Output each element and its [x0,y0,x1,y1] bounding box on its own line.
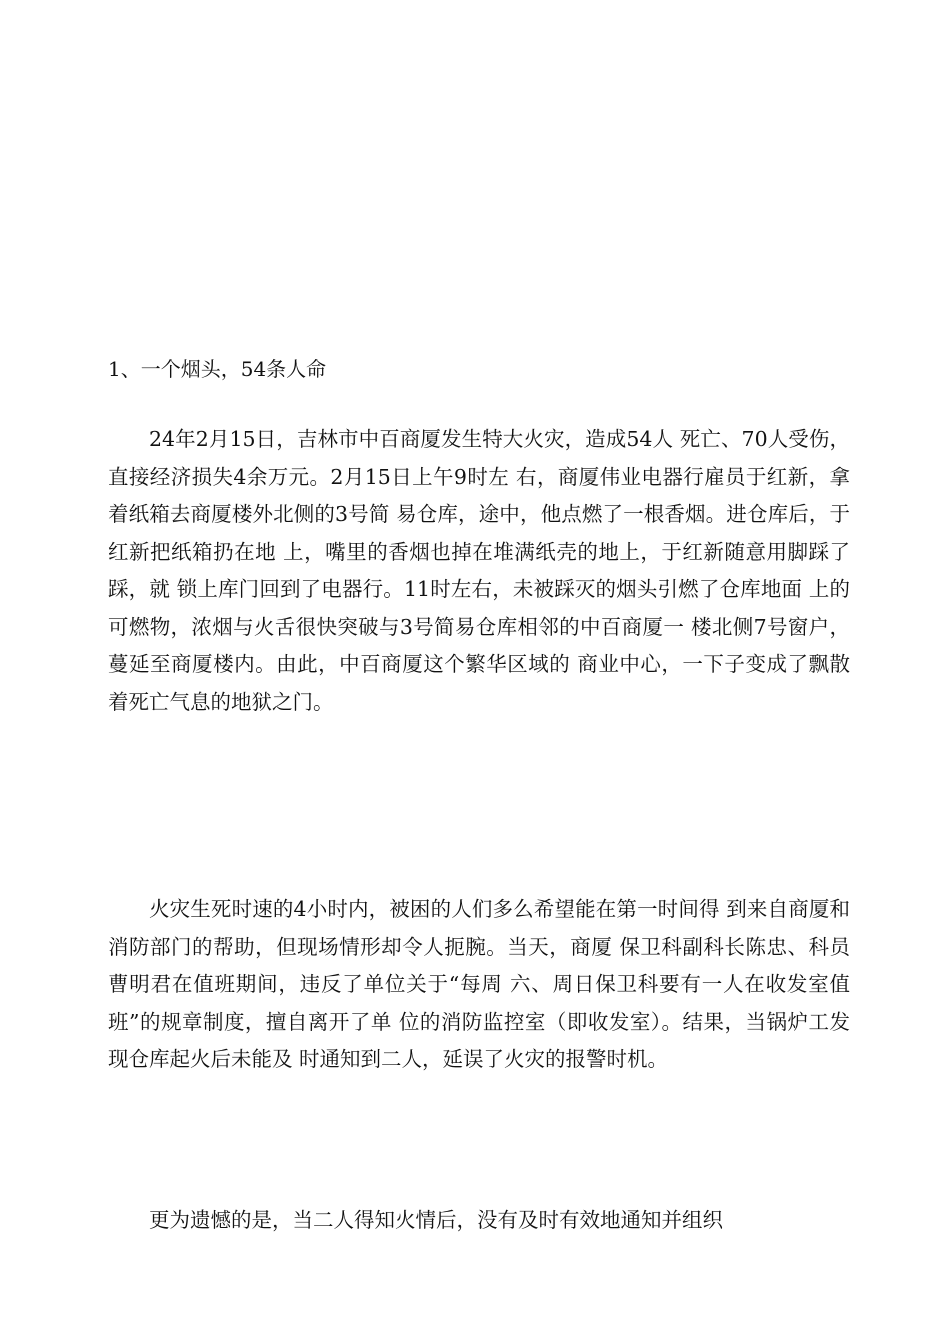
paragraph-fire-incident: 24年2月15日，吉林市中百商厦发生特大火灾，造成54人 死亡、70人受伤，直接经济损失4余万元。2月15日上午9时左 右，商厦伟业电器行雇员于红新，拿着纸箱去商厦楼外北侧的3号简 易仓库，途中，他点燃了一根香烟。进仓库后，于红新把纸箱扔在地 上，嘴里的香烟也掉在堆满纸壳的地上，于红新随意用脚踩了踩，就 锁上库门回到了电器行。11时左右，未被踩灭的烟头引燃了仓库地面 上的可燃物，浓烟与火舌很快突破与3号简易仓库相邻的中百商厦一 楼北侧7号窗户，蔓延至商厦楼内。由此，中百商厦这个繁华区域的 商业中心，一下子变成了飘散着死亡气息的地狱之门。 [108,427,850,714]
section-heading: 1、一个烟头，54条人命 [108,357,327,381]
paragraph-rescue-delay: 火灾生死时速的4小时内，被困的人们多么希望能在第一时间得 到来自商厦和消防部门的帮助，但现场情形却令人扼腕。当天，商厦 保卫科副科长陈忠、科员曹明君在值班期间，违反了单位关于“每周 六、周日保卫科要有一人在收发室值班”的规章制度，擅自离开了单 位的消防监控室（即收发室）。结果，当锅炉工发现仓库起火后未能及 时通知到二人，延误了火灾的报警时机。 [108,897,850,1071]
paragraph-regret: 更为遗憾的是，当二人得知火情后，没有及时有效地通知并组织 [149,1208,723,1232]
